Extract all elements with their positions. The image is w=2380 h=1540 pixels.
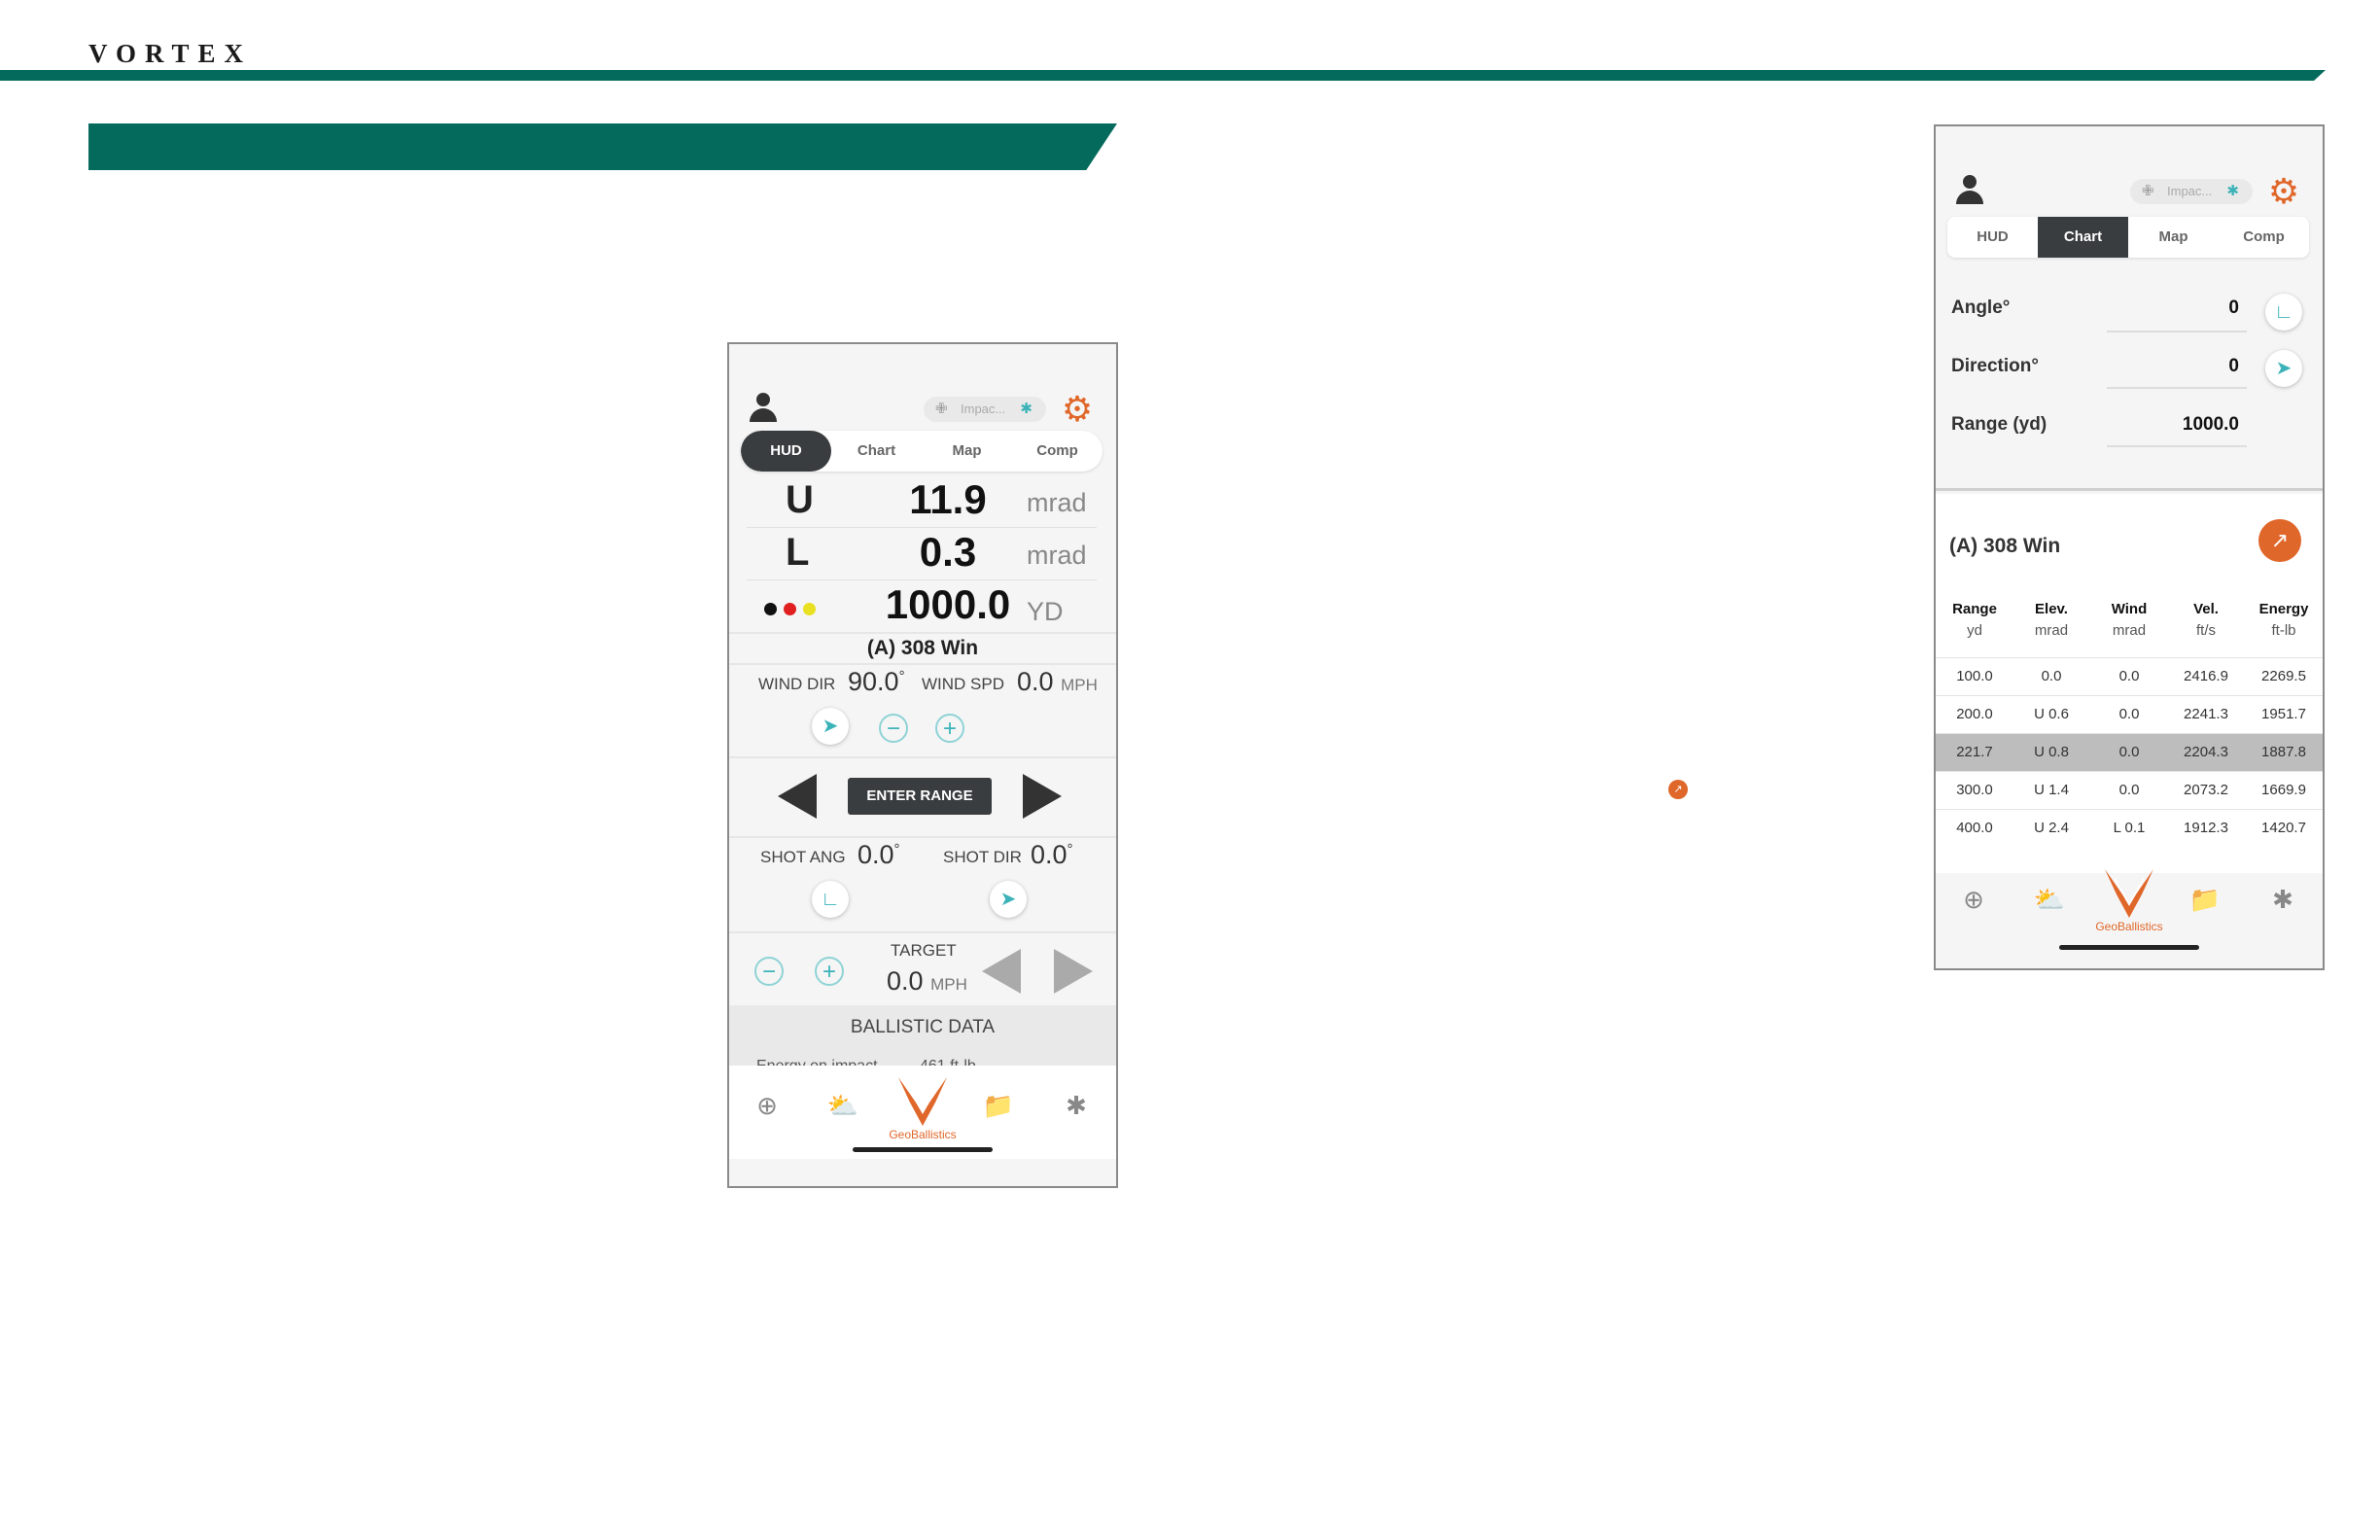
shot-angle-value: 0.0° [858, 840, 900, 869]
direction-label: Direction° [1951, 356, 2039, 376]
wind-spd-value: 0.0 MPH [1017, 667, 1098, 696]
table-row[interactable] [1936, 810, 2323, 847]
target-speed-increase-button[interactable]: + [815, 957, 844, 986]
wind-dir-label: WIND DIR [758, 675, 836, 693]
home-indicator [2059, 945, 2199, 950]
table-cell: 2204.3 [2184, 744, 2228, 760]
table-cell: 1669.9 [2261, 782, 2306, 798]
gear-icon[interactable]: ⚙ [2267, 171, 2300, 211]
angle-label: Angle° [1951, 298, 2011, 318]
column-unit: ft/s [2195, 622, 2216, 639]
divider [1936, 488, 2323, 491]
elevation-value: 11.9 [909, 476, 987, 522]
bluetooth-nav-icon[interactable]: ✱ [1066, 1091, 1087, 1120]
status-dot [764, 603, 777, 615]
logo-text: GeoBallistics [2095, 920, 2163, 933]
profile-name[interactable]: (A) 308 Win [866, 637, 979, 659]
divider [729, 663, 1116, 665]
share-icon: ↗ [1668, 780, 1688, 799]
share-icon[interactable]: ↗ [2258, 519, 2301, 562]
tab-bar [741, 431, 1102, 472]
divider [729, 632, 1116, 634]
table-cell: 0.0 [2118, 668, 2140, 684]
table-cell: 1420.7 [2261, 820, 2306, 836]
windage-value: 0.3 [919, 529, 977, 575]
home-indicator [853, 1147, 993, 1152]
table-row[interactable] [1936, 772, 2323, 809]
elevation-row [729, 474, 1116, 527]
table-cell: U 1.4 [2034, 782, 2069, 798]
table-cell: 0.0 [2118, 706, 2140, 722]
shot-angle-icon[interactable]: ∟ [812, 881, 849, 918]
table-cell: 0.0 [2041, 668, 2062, 684]
shot-direction-compass-icon[interactable]: ➤ [990, 881, 1027, 918]
tab-map[interactable]: Map [952, 442, 982, 459]
bottom-nav [1936, 873, 2323, 966]
device-name: Impac... [2167, 184, 2213, 198]
wind-speed-decrease-button[interactable]: − [879, 714, 908, 743]
range-label: Range (yd) [1951, 414, 2048, 435]
vortex-w-icon: ✙ [935, 401, 948, 417]
crosshair-icon[interactable]: ⊕ [1963, 885, 1984, 914]
tab-comp[interactable]: Comp [1036, 442, 1078, 459]
header-rule [0, 70, 2326, 81]
table-cell: 200.0 [1956, 706, 1993, 722]
vortex-w-icon: ✙ [2142, 183, 2154, 199]
bottom-nav [729, 1066, 1116, 1159]
folder-icon[interactable]: 📁 [982, 1091, 1015, 1120]
target-right-arrow-icon[interactable] [1054, 949, 1093, 994]
device-name: Impac... [961, 402, 1006, 416]
crosshair-icon[interactable]: ⊕ [756, 1091, 778, 1120]
bluetooth-icon: ✱ [2226, 183, 2239, 199]
geoballistics-logo-icon[interactable] [2095, 865, 2163, 920]
table-row[interactable] [1936, 658, 2323, 695]
direction-input[interactable]: 0 [2228, 356, 2239, 376]
divider [2107, 331, 2247, 332]
tab-map[interactable]: Map [2158, 228, 2188, 245]
divider [729, 756, 1116, 758]
target-speed-decrease-button[interactable]: − [754, 957, 784, 986]
elevation-unit: mrad [1027, 488, 1087, 517]
table-cell: U 0.6 [2034, 706, 2069, 722]
wind-direction-compass-icon[interactable]: ➤ [812, 708, 849, 745]
tab-chart[interactable]: Chart [857, 442, 896, 459]
ballistic-chart-panel [1936, 494, 2323, 873]
status-dot [803, 603, 816, 615]
angle-input[interactable]: 0 [2228, 298, 2239, 318]
profile-icon[interactable] [749, 393, 778, 426]
table-cell: 100.0 [1956, 668, 1993, 684]
tab-chart[interactable]: Chart [2038, 217, 2128, 258]
folder-icon[interactable]: 📁 [2188, 885, 2222, 914]
shot-direction-label: SHOT DIR [943, 848, 1022, 866]
device-status-pill[interactable] [2130, 179, 2253, 204]
divider [2107, 445, 2247, 447]
table-row[interactable] [1936, 696, 2323, 733]
table-cell: 2241.3 [2184, 706, 2228, 722]
range-unit: YD [1027, 597, 1064, 626]
table-cell: U 2.4 [2034, 820, 2069, 836]
table-cell: 0.0 [2118, 782, 2140, 798]
column-unit: yd [1967, 622, 1982, 639]
angle-icon[interactable]: ∟ [2265, 294, 2302, 331]
column-unit: mrad [2034, 622, 2069, 639]
table-cell: 400.0 [1956, 820, 1993, 836]
column-unit: ft-lb [2271, 622, 2296, 639]
range-next-arrow-icon[interactable] [1023, 774, 1062, 819]
table-cell: U 0.8 [2034, 744, 2069, 760]
tab-hud[interactable]: HUD [741, 431, 831, 472]
weather-icon[interactable]: ⛅ [826, 1091, 859, 1120]
table-row[interactable] [1936, 734, 2323, 771]
vortex-logo: VORTEX [88, 39, 253, 68]
range-value: 1000.0 [885, 581, 1011, 627]
tab-hud[interactable]: HUD [1977, 228, 2009, 245]
status-dot [784, 603, 796, 615]
enter-range-button[interactable]: ENTER RANGE [848, 778, 992, 815]
windage-unit: mrad [1027, 541, 1087, 570]
wind-speed-increase-button[interactable]: + [935, 714, 964, 743]
ballistic-data-header: BALLISTIC DATA [850, 1017, 996, 1037]
table-cell: 2269.5 [2261, 668, 2306, 684]
gear-icon[interactable]: ⚙ [1061, 389, 1094, 429]
divider [729, 931, 1116, 933]
column-header: Vel. [2193, 601, 2219, 617]
range-row [729, 579, 1116, 632]
table-cell: 1912.3 [2184, 820, 2228, 836]
bluetooth-nav-icon[interactable]: ✱ [2272, 885, 2293, 914]
table-cell: 1887.8 [2261, 744, 2306, 760]
profile-name[interactable]: (A) 308 Win [1949, 535, 2061, 557]
range-previous-arrow-icon[interactable] [778, 774, 817, 819]
phone-chart-screen [1934, 124, 2325, 970]
shot-direction-value: 0.0° [1031, 840, 1073, 869]
wind-dir-value: 90.0° [848, 667, 905, 696]
bluetooth-icon: ✱ [1020, 401, 1032, 417]
column-header: Range [1952, 601, 1997, 617]
table-cell: 0.0 [2118, 744, 2140, 760]
table-cell: 1951.7 [2261, 706, 2306, 722]
geoballistics-logo-icon[interactable] [889, 1073, 957, 1128]
device-status-pill[interactable] [924, 397, 1046, 422]
target-left-arrow-icon[interactable] [982, 949, 1021, 994]
logo-text: GeoBallistics [889, 1128, 957, 1141]
table-cell: L 0.1 [2113, 820, 2146, 836]
table-cell: 2416.9 [2184, 668, 2228, 684]
table-cell: 2073.2 [2184, 782, 2228, 798]
shot-angle-label: SHOT ANG [760, 848, 846, 866]
direction-compass-icon[interactable]: ➤ [2265, 350, 2302, 387]
divider [2107, 387, 2247, 389]
windage-direction: L [786, 531, 810, 574]
column-unit: mrad [2112, 622, 2147, 639]
column-header: Elev. [2035, 601, 2068, 617]
section-banner [88, 123, 1117, 170]
tab-bar [1947, 217, 2309, 258]
divider [729, 836, 1116, 838]
range-input[interactable]: 1000.0 [2182, 414, 2239, 435]
phone-hud-screen [727, 342, 1118, 1188]
target-speed-value: 0.0 MPH [887, 966, 967, 996]
elevation-direction: U [786, 478, 814, 521]
windage-row [729, 527, 1116, 579]
table-cell: 221.7 [1956, 744, 1993, 760]
weather-icon[interactable]: ⛅ [2033, 885, 2066, 914]
tab-comp[interactable]: Comp [2243, 228, 2285, 245]
target-label: TARGET [891, 941, 957, 960]
wind-spd-label: WIND SPD [922, 675, 1004, 693]
profile-icon[interactable] [1955, 175, 1984, 208]
table-cell: 300.0 [1956, 782, 1993, 798]
column-header: Wind [2111, 601, 2148, 617]
column-header: Energy [2258, 601, 2309, 617]
